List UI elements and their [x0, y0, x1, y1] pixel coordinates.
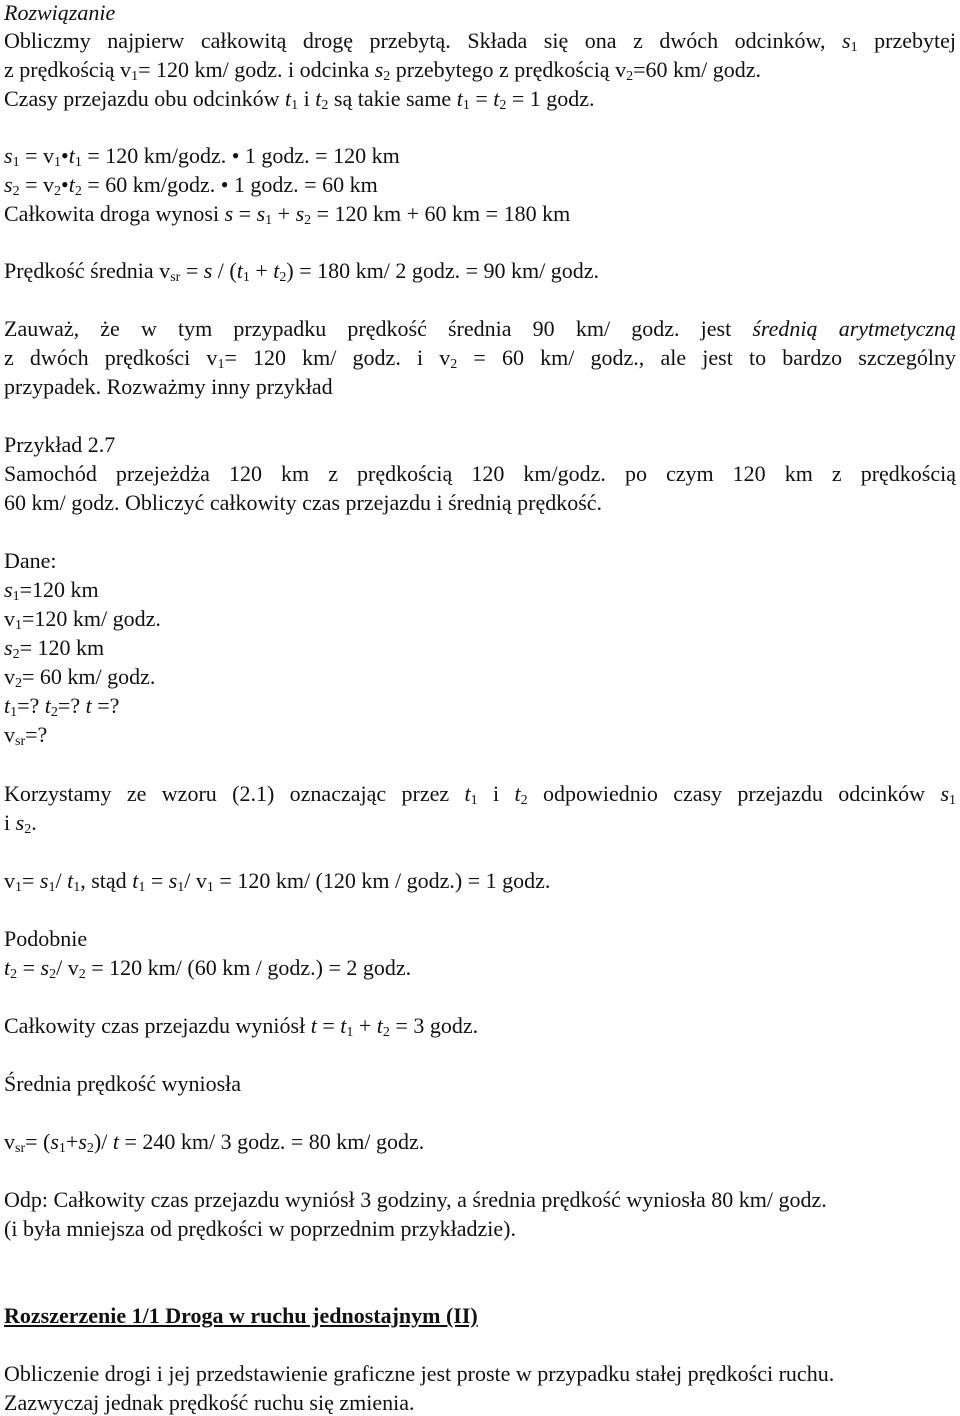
extension-title: Rozszerzenie 1/1 Droga w ruchu jednostajnym (II)	[4, 1303, 478, 1328]
note-line-3: przypadek. Rozważmy inny przykład	[4, 374, 333, 399]
intro-line-2: z prędkością $v_1= 120$ km/ godz. i odcinka $s_2$ przebytego z prędkością $v_2=60$ km/ godz.	[4, 57, 761, 84]
average-speed-label: Średnia prędkość wyniosła	[4, 1071, 242, 1096]
t2-derivation: $t_2 = s_2/$ $v_2 = 120$ km/ (60 km / godz.) = 2 godz.	[4, 955, 412, 982]
intro-line-3: Czasy przejazdu obu odcinków $t_1$ i $t_2$ są takie same $t_1 = t_2 = 1$ godz.	[4, 86, 595, 113]
total-time: Całkowity czas przejazdu wyniósł $t = t_1 + t_2 = 3$ godz.	[4, 1013, 479, 1040]
total-distance: Całkowita droga wynosi $s = s_1 + s_2 = 120$ km + 60 km = 180 km	[4, 201, 571, 228]
example-line-1: Samochód przejeżdża 120 km z prędkością 120 km/godz. po czym 120 km z prędkością	[4, 461, 956, 486]
formula-note-line-2: i $s_2$.	[4, 810, 37, 837]
extension-line-1: Obliczenie drogi i jej przedstawienie graficzne jest proste w przypadku stałej prędkości ruchu.	[4, 1361, 835, 1386]
example-line-2: 60 km/ godz. Obliczyć całkowity czas przejazdu i średnią prędkość.	[4, 490, 603, 515]
s1-equation: $s_1$ = $v_1•t_1 = 120$ km/godz. • 1 godz. = 120 km	[4, 143, 400, 170]
extension-line-2: Zazwyczaj jednak prędkość ruchu się zmienia.	[4, 1390, 415, 1415]
intro-line-1: Obliczmy najpierw całkowitą drogę przebytą. Składa się ona z dwóch odcinków, $s_1$ przebytej	[4, 28, 956, 55]
formula-note-line-1: Korzystamy ze wzoru (2.1) oznaczając przez $t_1$ i $t_2$ odpowiednio czasy przejazdu odcinków $s_1$	[4, 781, 956, 808]
s2-equation: $s_2$ = $v_2•t_2 = 60$ km/godz. • 1 godz. = 60 km	[4, 172, 378, 199]
t1-derivation: $v_1= s_1/$ $t_1$, stąd $t_1 = s_1/$ $v_1 = 120$ km/ (120 km / godz.) = 1 godz.	[4, 868, 551, 895]
note-line-1: Zauważ, że w tym przypadku prędkość średnia 90 km/ godz. jest średnią arytmetyczną	[4, 316, 956, 341]
given-title: Dane:	[4, 548, 57, 573]
average-speed-result: $v_{sr}= (s_1+s_2)/$ t = 240 km/ 3 godz. = 80 km/ godz.	[4, 1129, 425, 1156]
given-s2: $s_2= 120$ km	[4, 635, 105, 662]
given-s1: $s_1=120$ km	[4, 577, 99, 604]
given-v1: $v_1=120$ km/ godz.	[4, 606, 161, 633]
given-v2: $v_2= 60$ km/ godz.	[4, 664, 156, 691]
unknown-vsr: $v_{sr}=$?	[4, 722, 48, 749]
average-speed: Prędkość średnia $v_{sr} = s / (t_1 + t_2) = 180$ km/ 2 godz. = 90 km/ godz.	[4, 258, 600, 285]
answer-line-1: Odp: Całkowity czas przejazdu wyniósł 3 godziny, a średnia prędkość wyniosła 80 km/ godz.	[4, 1187, 827, 1212]
answer-line-2: (i była mniejsza od prędkości w poprzednim przykładzie).	[4, 1216, 516, 1241]
example-title: Przykład 2.7	[4, 432, 116, 457]
solution-label: Rozwiązanie	[4, 0, 116, 25]
unknown-times: $t_1=$? $t_2=$? t =?	[4, 693, 120, 720]
similarly-label: Podobnie	[4, 926, 88, 951]
note-line-2: z dwóch prędkości $v_1= 120$ km/ godz. i $v_2 = 60$ km/ godz., ale jest to bardzo szczególny	[4, 345, 957, 372]
